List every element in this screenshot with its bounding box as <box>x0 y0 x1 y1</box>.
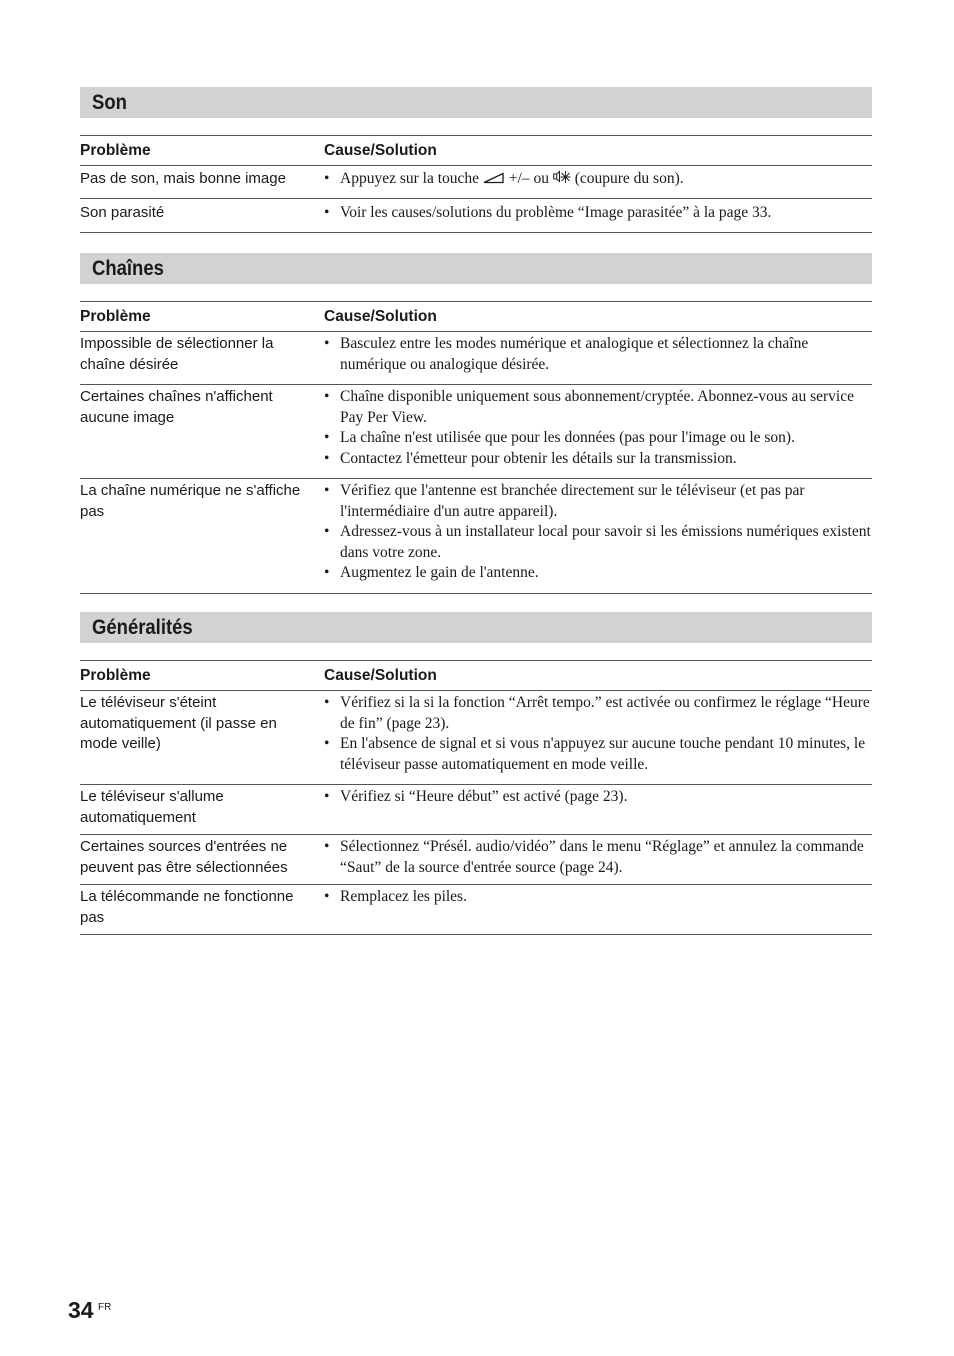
troubleshooting-table <box>80 660 872 935</box>
solution-item: • Voir les causes/solutions du problème “Image parasitée” à la page 33. <box>324 203 872 224</box>
section-title: Généralités <box>92 615 193 639</box>
solution-text: Appuyez sur la touche <box>340 170 483 187</box>
problem-cell: Certaines chaînes n'affichent aucune image <box>80 388 273 426</box>
solution-item: • Contactez l'émetteur pour obtenir les détails sur la transmission. <box>324 449 872 470</box>
section-header <box>80 612 872 643</box>
solution-item: • En l'absence de signal et si vous n'appuyez sur aucune touche pendant 10 minutes, le téléviseur passe automatiquement en mode veille. <box>324 734 872 775</box>
solution-cell <box>324 385 872 479</box>
table-row <box>80 785 872 835</box>
column-header-solution: Cause/Solution <box>324 141 437 159</box>
column-header-problem: Problème <box>80 307 151 325</box>
table-row <box>80 885 872 935</box>
problem-cell: La chaîne numérique ne s'affiche pas <box>80 482 301 520</box>
problem-cell: La télécommande ne fonctionne pas <box>80 888 294 926</box>
section-title: Son <box>92 90 127 114</box>
solution-cell <box>324 166 872 199</box>
solution-item: • Remplacez les piles. <box>324 887 872 908</box>
section-title: Chaînes <box>92 256 164 280</box>
solution-cell <box>324 198 872 233</box>
table-row <box>80 835 872 885</box>
table-row <box>80 198 872 233</box>
problem-cell: Son parasité <box>80 203 165 221</box>
problem-cell: Impossible de sélectionner la chaîne désirée <box>80 335 274 373</box>
section-chaines <box>80 253 872 594</box>
column-header-solution: Cause/Solution <box>324 666 437 684</box>
solution-item: • Vérifiez si “Heure début” est activé (page 23). <box>324 787 872 808</box>
column-header-problem: Problème <box>80 666 151 684</box>
table-row <box>80 166 872 199</box>
mute-icon <box>553 170 571 191</box>
table-row <box>80 332 872 385</box>
section-son <box>80 87 872 233</box>
solution-item: • La chaîne n'est utilisée que pour les données (pas pour l'image ou le son). <box>324 428 872 449</box>
problem-cell: Pas de son, mais bonne image <box>80 170 286 187</box>
table-row <box>80 385 872 479</box>
troubleshooting-table <box>80 301 872 594</box>
problem-cell: Certaines sources d'entrées ne peuvent pas être sélectionnées <box>80 838 288 876</box>
solution-cell <box>324 835 872 885</box>
solution-cell <box>324 479 872 594</box>
table-header-row <box>80 302 872 332</box>
solution-item: • Sélectionnez “Présél. audio/vidéo” dans le menu “Réglage” et annulez la commande “Saut” de la source d'entrée source (page 24). <box>324 837 872 878</box>
table-row <box>80 479 872 594</box>
solution-item: • Vérifiez que l'antenne est branchée directement sur le téléviseur (et pas par l'intermédiaire d'un autre appareil). <box>324 481 872 522</box>
problem-cell: Le téléviseur s'éteint automatiquement (il passe en mode veille) <box>80 694 277 752</box>
column-header-solution: Cause/Solution <box>324 307 437 325</box>
solution-cell <box>324 785 872 835</box>
solution-item: • Vérifiez si la si la fonction “Arrêt tempo.” est activée ou confirmez le réglage “Heure de fin” (page 23). <box>324 693 872 734</box>
solution-cell <box>324 332 872 385</box>
solution-cell <box>324 691 872 785</box>
table-header-row <box>80 661 872 691</box>
section-header <box>80 253 872 284</box>
solution-text: +/– ou <box>504 170 553 187</box>
section-header <box>80 87 872 118</box>
solution-item <box>324 169 872 191</box>
section-generalites <box>80 612 872 935</box>
solution-cell <box>324 885 872 935</box>
solution-item: • Chaîne disponible uniquement sous abonnement/cryptée. Abonnez-vous au service Pay Per View. <box>324 387 872 428</box>
solution-item: • Adressez-vous à un installateur local pour savoir si les émissions numériques existent dans votre zone. <box>324 522 872 563</box>
volume-icon <box>483 170 505 191</box>
table-header-row <box>80 136 872 166</box>
solution-item: • Augmentez le gain de l'antenne. <box>324 563 872 584</box>
troubleshooting-table <box>80 135 872 233</box>
solution-item: • Basculez entre les modes numérique et analogique et sélectionnez la chaîne numérique ou analogique désirée. <box>324 334 872 375</box>
solution-text: (coupure du son). <box>570 170 684 187</box>
page-language: FR <box>98 1302 112 1313</box>
page-number: 34 <box>68 1297 94 1323</box>
column-header-problem: Problème <box>80 141 151 159</box>
problem-cell: Le téléviseur s'allume automatiquement <box>80 788 224 826</box>
table-row <box>80 691 872 785</box>
